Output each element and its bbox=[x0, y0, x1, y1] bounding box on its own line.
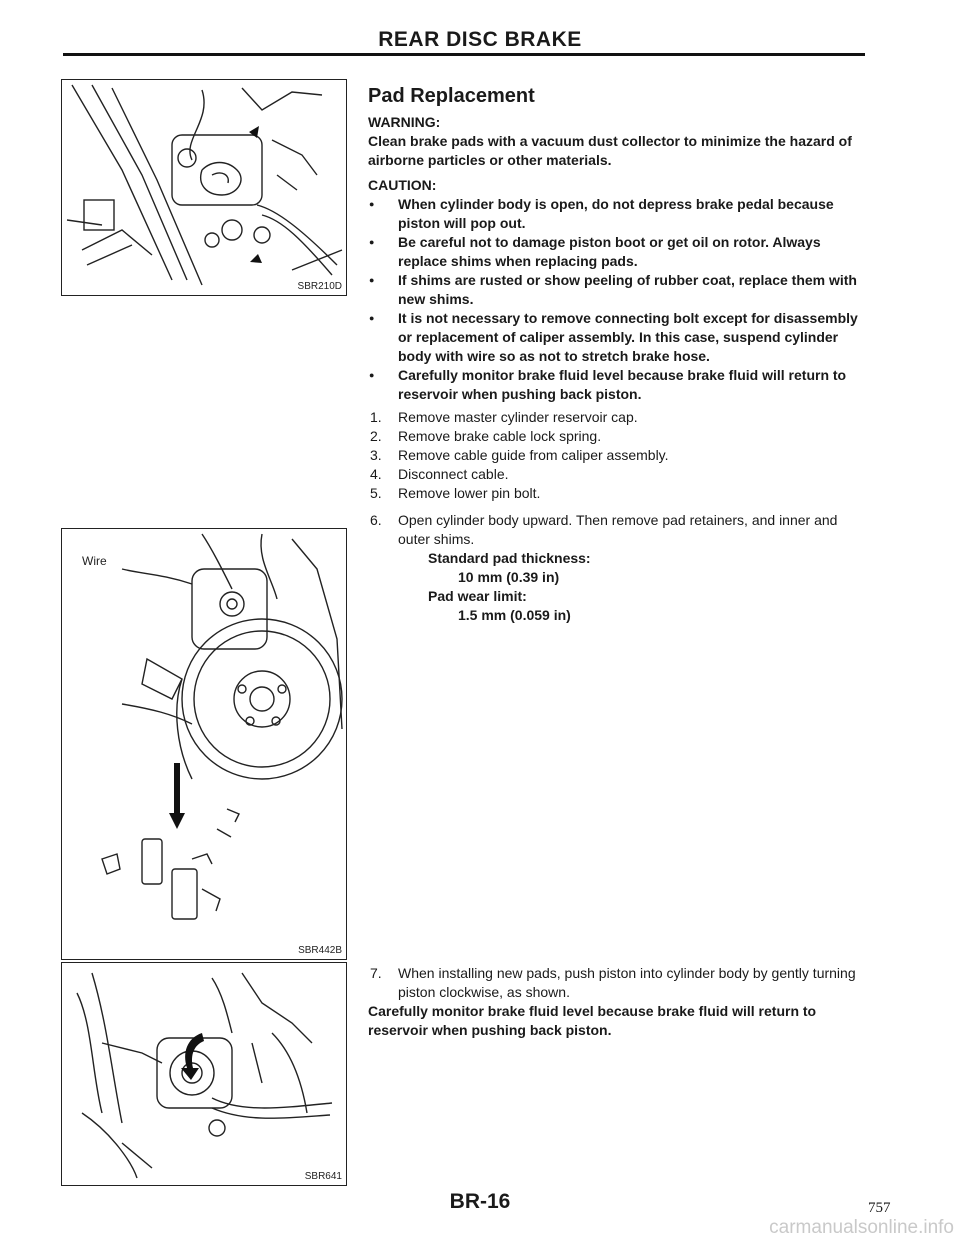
step-number: 1. bbox=[370, 409, 382, 425]
step-number: 3. bbox=[370, 447, 382, 463]
pad-replacement-section bbox=[368, 84, 868, 625]
step-item bbox=[368, 511, 868, 549]
step-number: 4. bbox=[370, 466, 382, 482]
step-text: When installing new pads, push piston into cylinder body by gently turning piston clockwise, as shown. bbox=[398, 965, 856, 1000]
step-text: Remove cable guide from caliper assembly. bbox=[398, 447, 669, 463]
caution-item: ● If shims are rusted or show peeling of rubber coat, replace them with new shims. bbox=[368, 271, 868, 309]
step-text: Remove lower pin bolt. bbox=[398, 485, 541, 501]
piston-turn-illustration bbox=[62, 963, 346, 1185]
watermark: carmanualsonline.info bbox=[769, 1217, 954, 1238]
page-code: BR-16 bbox=[449, 1190, 511, 1213]
spec-standard-label: Standard pad thickness: bbox=[428, 550, 591, 566]
section-title: Pad Replacement bbox=[368, 85, 535, 107]
rotor-pads-illustration bbox=[62, 529, 346, 959]
header-rule bbox=[63, 53, 865, 56]
step-item bbox=[368, 427, 868, 446]
caution-item: ● It is not necessary to remove connecting bolt except for disassembly or replacement of caliper assembly. In this case, suspend cylinder body with wire so as not to stretch brake hose. bbox=[368, 309, 868, 366]
spec-wear-value: 1.5 mm (0.059 in) bbox=[458, 607, 571, 623]
figure-caliper bbox=[61, 79, 347, 296]
page-number: 757 bbox=[868, 1200, 891, 1216]
warning-text: Clean brake pads with a vacuum dust collector to minimize the hazard of airborne particles or other materials. bbox=[368, 133, 852, 168]
caution-label: CAUTION: bbox=[368, 177, 437, 193]
caution-item: ● When cylinder body is open, do not depress brake pedal because piston will pop out. bbox=[368, 195, 868, 233]
caution-item: ● Be careful not to damage piston boot or get oil on rotor. Always replace shims when replacing pads. bbox=[368, 233, 868, 271]
step-item bbox=[368, 408, 868, 427]
spec-standard-value: 10 mm (0.39 in) bbox=[458, 569, 560, 585]
figure-code: SBR210D bbox=[297, 281, 342, 292]
warning-label: WARNING: bbox=[368, 114, 441, 130]
wire-label: Wire bbox=[82, 554, 107, 568]
figure-piston-turn bbox=[61, 962, 347, 1186]
step-number: 6. bbox=[370, 512, 382, 528]
caliper-illustration bbox=[62, 80, 346, 295]
page-header-title: REAR DISC BRAKE bbox=[378, 28, 582, 51]
step-number: 5. bbox=[370, 485, 382, 501]
figure-code: SBR641 bbox=[304, 1171, 342, 1182]
step-item bbox=[368, 465, 868, 484]
step-text: Remove master cylinder reservoir cap. bbox=[398, 409, 638, 425]
figure-code: SBR442B bbox=[298, 945, 342, 956]
spec-wear-label: Pad wear limit: bbox=[428, 588, 527, 604]
step-text: Remove brake cable lock spring. bbox=[398, 428, 602, 444]
final-note: Carefully monitor brake fluid level because brake fluid will return to reservoir when pushing back piston. bbox=[368, 1003, 817, 1038]
step-item bbox=[368, 964, 868, 1002]
step-item bbox=[368, 484, 868, 503]
step-text: Open cylinder body upward. Then remove pad retainers, and inner and outer shims. bbox=[398, 512, 838, 547]
step-number: 2. bbox=[370, 428, 382, 444]
step-text: Disconnect cable. bbox=[398, 466, 509, 482]
step7-section bbox=[368, 964, 868, 1040]
step-item bbox=[368, 446, 868, 465]
caution-item: ● Carefully monitor brake fluid level because brake fluid will return to reservoir when pushing back piston. bbox=[368, 366, 868, 404]
step-number: 7. bbox=[370, 965, 382, 981]
figure-wire-suspend bbox=[61, 528, 347, 960]
